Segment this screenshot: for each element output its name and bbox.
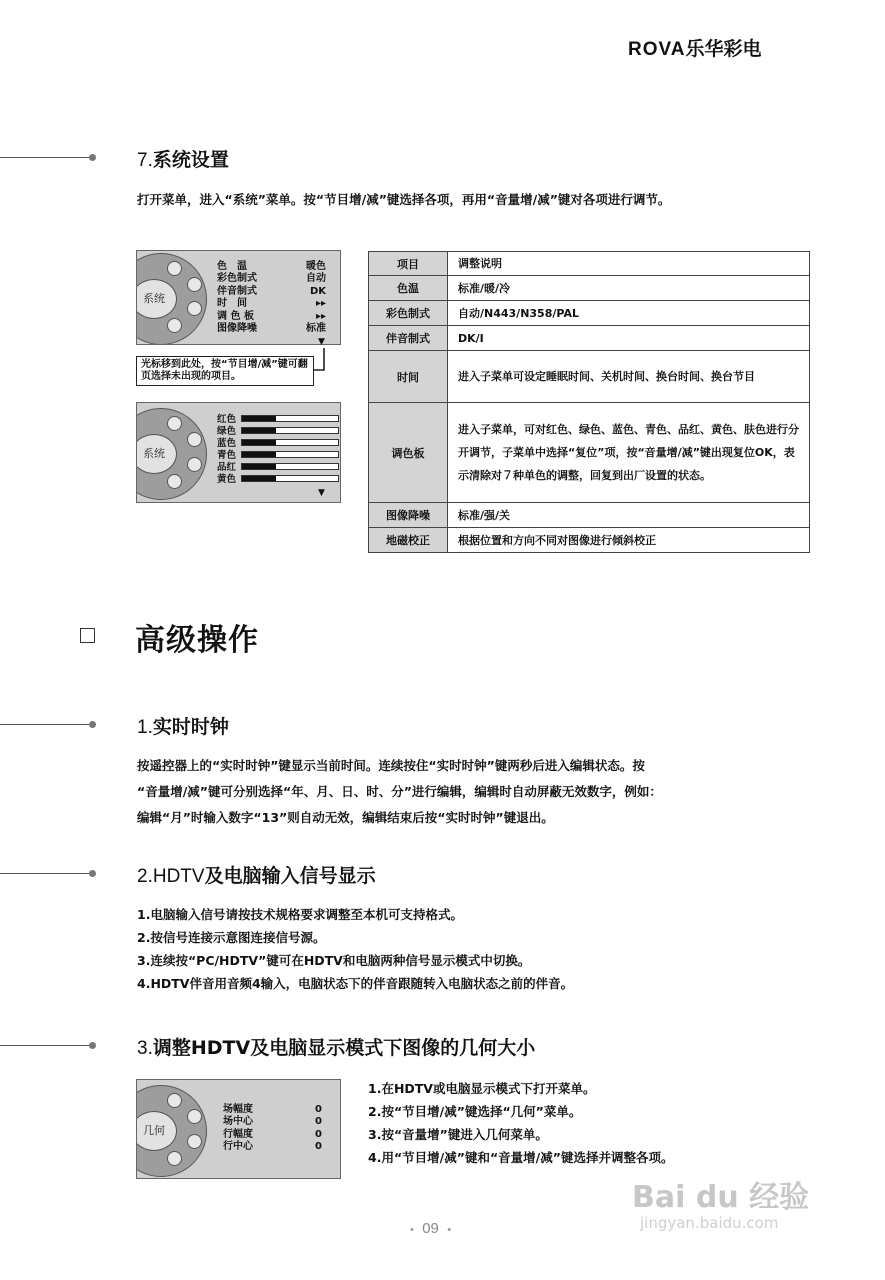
section-rule bbox=[0, 873, 90, 874]
dial-icon-picture bbox=[167, 416, 182, 431]
system-menu-values: 暖色 自动 DK ▸▸ ▸▸ 标准 bbox=[306, 261, 326, 335]
color-palette-screen bbox=[136, 402, 341, 503]
system-menu-screen bbox=[136, 250, 341, 345]
section-bullet bbox=[89, 721, 96, 728]
color-level-bar bbox=[241, 463, 339, 470]
page-turn-callout: 光标移到此处，按“节目增/减”键可翻页选择未出现的项目。 bbox=[136, 356, 314, 386]
table-row: 彩色制式 自动/N443/N358/PAL bbox=[369, 301, 810, 326]
color-level-row bbox=[217, 472, 339, 484]
color-level-bar bbox=[241, 451, 339, 458]
table-header-row bbox=[369, 252, 810, 276]
dial-icon-setup bbox=[167, 318, 182, 333]
section-1-body: 按遥控器上的“实时时钟”键显示当前时间。连续按住“实时时钟”键两秒后进入编辑状态。按 “音量增/减”键可分别选择“年、月、日、时、分”进行编辑，编辑时自动屏蔽无效数字，例如： 编辑“月”时输入数字“13”则自动无效，编辑结束后按“实时时钟”键退出。 bbox=[137, 758, 662, 825]
menu-hub-label: 系统 bbox=[136, 279, 177, 319]
geometry-menu-items: 场幅度 场中心 行幅度 行中心 bbox=[223, 1104, 253, 1153]
table-row: 图像降噪 标准/强/关 bbox=[369, 503, 810, 528]
dial-icon-picture bbox=[167, 261, 182, 276]
callout-pointer bbox=[312, 344, 334, 374]
color-level-bar bbox=[241, 475, 339, 482]
brand-logo bbox=[628, 34, 762, 61]
watermark-url: jingyan.baidu.com bbox=[640, 1214, 779, 1232]
system-menu-items: 色 温 彩色制式 伴音制式 时 间 调 色 板 图像降噪 bbox=[217, 261, 257, 335]
system-settings-table bbox=[368, 251, 810, 553]
table-row: 调色板 进入子菜单，可对红色、绿色、蓝色、青色、品红、黄色、肤色进行分开调节，子菜单中选择“复位”项，按“音量增/减”键出现复位OK，表示清除对７种单色的调整，回复到出厂设置的状态。 bbox=[369, 403, 810, 503]
color-level-list bbox=[217, 412, 339, 484]
section-7-intro: 打开菜单，进入“系统”菜单。按“节目增/减”键选择各项，再用“音量增/减”键对各项进行调节。 bbox=[137, 192, 671, 207]
section-rule bbox=[0, 157, 90, 158]
color-level-fill bbox=[242, 476, 276, 481]
color-level-label: 品红 bbox=[217, 462, 237, 473]
section-rule bbox=[0, 1045, 90, 1046]
brand-cn: 乐华彩电 bbox=[685, 38, 762, 60]
geometry-menu-screen bbox=[136, 1079, 341, 1179]
section-bullet bbox=[89, 1042, 96, 1049]
color-level-fill bbox=[242, 428, 276, 433]
dial-icon-function bbox=[187, 301, 202, 316]
table-header-item: 项目 bbox=[369, 252, 448, 276]
dial-icon-sound bbox=[187, 432, 202, 447]
section-1-title: 1.实时时钟 bbox=[137, 716, 229, 738]
advanced-title: 高级操作 bbox=[135, 623, 259, 658]
color-level-label: 蓝色 bbox=[217, 438, 237, 449]
color-level-bar bbox=[241, 415, 339, 422]
brand-latin: ROVA bbox=[628, 39, 686, 60]
table-row: 地磁校正 根据位置和方向不同对图像进行倾斜校正 bbox=[369, 528, 810, 553]
section-2-list: 1.电脑输入信号请按技术规格要求调整至本机可支持格式。 2.按信号连接示意图连接信号源。 3.连续按“PC/HDTV”键可在HDTV和电脑两种信号显示模式中切换。 4.HDTV伴音用音频4输入，电脑状态下的伴音跟随转入电脑状态之前的伴音。 bbox=[137, 907, 574, 991]
section-square-icon bbox=[80, 628, 95, 643]
color-level-label: 青色 bbox=[217, 450, 237, 461]
scroll-down-icon: ▼ bbox=[318, 337, 325, 347]
color-level-label: 绿色 bbox=[217, 426, 237, 437]
menu-hub-label: 几何 bbox=[136, 1111, 177, 1151]
color-level-fill bbox=[242, 464, 276, 469]
geometry-menu-values: 0 0 0 0 bbox=[315, 1104, 322, 1153]
dial-icon-setup bbox=[167, 474, 182, 489]
dial-icon-function bbox=[187, 1134, 202, 1149]
page-number: • 09 • bbox=[410, 1220, 452, 1237]
table-row: 伴音制式 DK/I bbox=[369, 326, 810, 351]
menu-hub-label: 系统 bbox=[136, 434, 177, 474]
dial-icon-function bbox=[187, 457, 202, 472]
section-3-title: 3.调整HDTV及电脑显示模式下图像的几何大小 bbox=[137, 1037, 536, 1059]
section-3-list: 1.在HDTV或电脑显示模式下打开菜单。 2.按“节目增/减”键选择“几何”菜单。 3.按“音量增”键进入几何菜单。 4.用“节目增/减”键和“音量增/减”键选择并调整各项。 bbox=[368, 1081, 674, 1165]
dial-icon-picture bbox=[167, 1093, 182, 1108]
dial-icon-sound bbox=[187, 277, 202, 292]
dial-icon-setup bbox=[167, 1151, 182, 1166]
table-row: 色温 标准/暖/冷 bbox=[369, 276, 810, 301]
color-level-fill bbox=[242, 440, 276, 445]
table-row: 时间 进入子菜单可设定睡眠时间、关机时间、换台时间、换台节目 bbox=[369, 351, 810, 403]
scroll-down-icon: ▼ bbox=[318, 488, 325, 498]
color-level-label: 黄色 bbox=[217, 474, 237, 485]
section-rule bbox=[0, 724, 90, 725]
table-header-desc: 调整说明 bbox=[448, 252, 810, 276]
baidu-watermark: Bai du 经验 bbox=[632, 1180, 810, 1215]
color-level-fill bbox=[242, 416, 276, 421]
section-bullet bbox=[89, 154, 96, 161]
color-level-bar bbox=[241, 439, 339, 446]
color-level-bar bbox=[241, 427, 339, 434]
section-2-title: 2.HDTV及电脑输入信号显示 bbox=[137, 865, 376, 887]
section-bullet bbox=[89, 870, 96, 877]
dial-icon-sound bbox=[187, 1109, 202, 1124]
section-7-title: 7.系统设置 bbox=[137, 149, 229, 171]
color-level-fill bbox=[242, 452, 276, 457]
color-level-label: 红色 bbox=[217, 414, 237, 425]
